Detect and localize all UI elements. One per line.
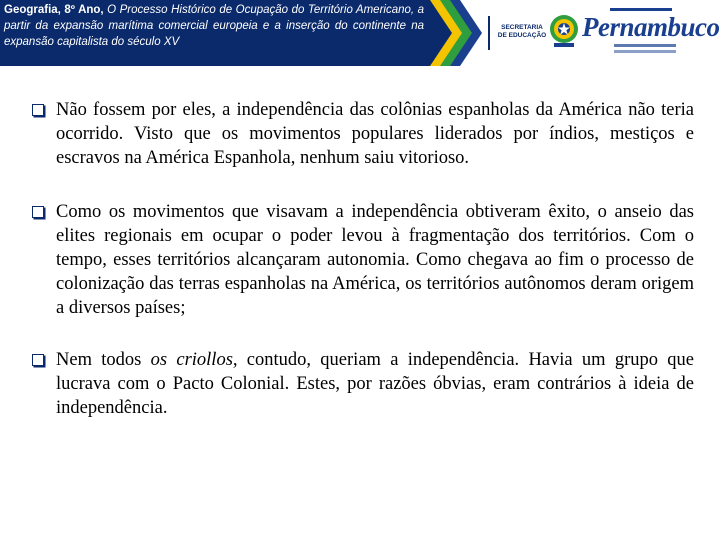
bullet-text: Como os movimentos que visavam a independência obtiveram êxito, o anseio das elites regionais em ocupar o poder levou à fragmentação dos territórios. Com o tempo, esses territórios alcançaram autonomia. Como chegava ao fim o processo de colonização das terras espanholas na América, os territórios autônomos deram origem a diversos países; [56, 202, 694, 318]
square-bullet-icon [32, 104, 44, 116]
square-bullet-icon [32, 206, 44, 218]
header-lead: Geografia, 8º Ano, [4, 4, 104, 16]
header-band [0, 0, 452, 66]
header-title [4, 2, 424, 50]
bullet-text-end: contudo, queriam a independência. Havia um grupo que lucrava com o Pacto Colonial. Estes, por razões óbvias, eram contrários à ideia de independência. [56, 350, 694, 418]
chevron-arrows-icon [430, 0, 482, 66]
header [0, 0, 720, 68]
secretaria-line2: DE EDUCAÇÃO [497, 32, 547, 39]
bullet-text: Não fossem por eles, a independência das colônias espanholas da América não teria ocorrido. Visto que os movimentos populares liderados por índios, mestiços e escravos na América Espanhola, nenhum saiu vitorioso. [56, 100, 694, 168]
slide-content [32, 92, 694, 420]
state-seal-icon [548, 12, 580, 50]
bullet-item [32, 348, 694, 420]
square-bullet-icon [32, 354, 44, 366]
pernambuco-subline-2 [614, 50, 676, 53]
pernambuco-subline [614, 44, 676, 47]
header-subtitle: O Processo Histórico de Ocupação do Território Americano, a partir da expansão marítima comercial europeia e a inserção do continente na expansão capitalista do século XV [4, 4, 425, 48]
bullet-text-start: Nem todos [56, 350, 151, 370]
bullet-item [32, 200, 694, 320]
secretaria-logo [488, 10, 550, 56]
secretaria-line1: SECRETARIA [501, 24, 543, 31]
bullet-text-italic: os criollos, [150, 350, 238, 370]
bullet-item [32, 98, 694, 170]
pernambuco-wordmark: Pernambuco [582, 12, 720, 42]
pernambuco-topline [610, 8, 672, 11]
